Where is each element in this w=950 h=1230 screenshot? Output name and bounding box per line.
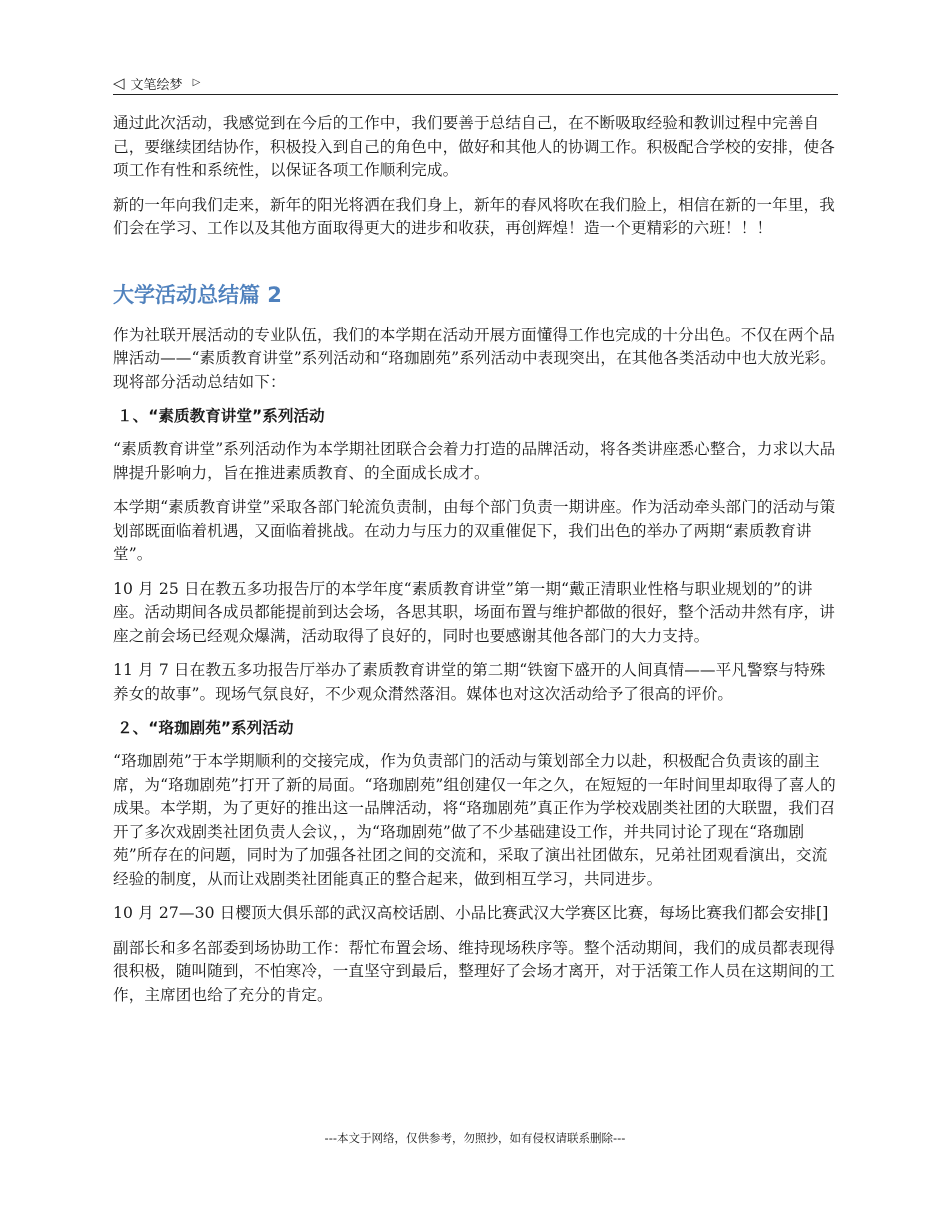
sub2-paragraph-3: 副部长和多名部委到场协助工作：帮忙布置会场、维持现场秩序等。整个活动期间，我们的成员都表现得很积极，随叫随到，不怕寒冷，一直坚守到最后，整理好了会场才离开，对于活策工作人员在这期间的工作，主席团也给了充分的肯定。: [113, 938, 835, 1004]
triangle-right-icon: ▷: [192, 77, 201, 88]
sub1-paragraph-1: “素质教育讲堂”系列活动作为本学期社团联合会着力打造的品牌活动，将各类讲座悉心整合，力求以大品牌提升影响力，旨在推进素质教育、的全面成长成才。: [113, 440, 836, 482]
sub1-paragraph-3: 10 月 25 日在教五多功报告厅的本学年度“素质教育讲堂”第一期“戴正清职业性格与职业规划的”的讲座。活动期间各成员都能提前到达会场，各思其职，场面布置与维护都做的很好，整个活动井然有序，讲座之前会场已经观众爆满，活动取得了良好的，同时也要感谢其他各部门的大力支持。: [113, 579, 835, 645]
section-heading: 大学活动总结篇 2: [113, 282, 282, 307]
sub1-paragraph-2: 本学期“素质教育讲堂”采取各部门轮流负责制，由每个部门负责一期讲座。作为活动牵头部门的活动与策划部既面临着机遇，又面临着挑战。在动力与压力的双重催促下，我们出色的举办了两期“素质教育讲堂”。: [113, 498, 836, 563]
page-header: [113, 72, 838, 95]
sub2-paragraph-2: 10 月 27—30 日樱顶大俱乐部的武汉高校话剧、小品比赛武汉大学赛区比赛，每场比赛我们都会安排[]: [113, 904, 829, 922]
sub1-paragraph-4: 11 月 7 日在教五多功报告厅举办了素质教育讲堂的第二期“铁窗下盛开的人间真情——平凡警察与特殊养女的故事”。现场气氛良好，不少观众潸然落泪。媒体也对这次活动给予了很高的评价。: [113, 661, 826, 703]
intro-paragraph-2: 新的一年向我们走来，新年的阳光将洒在我们身上，新年的春风将吹在我们脸上，相信在新的一年里，我们会在学习、工作以及其他方面取得更大的进步和收获，再创辉煌！造一个更精彩的六班！！！: [113, 195, 835, 237]
subheading-2: ２、“珞珈剧苑”系列活动: [117, 719, 294, 737]
section-intro-paragraph: 作为社联开展活动的专业队伍，我们的本学期在活动开展方面懂得工作也完成的十分出色。不仅在两个品牌活动——“素质教育讲堂”系列活动和“珞珈剧苑”系列活动中表现突出，在其他各类活动中也大放光彩。现将部分活动总结如下：: [113, 325, 836, 391]
triangle-left-icon: ◁: [113, 73, 125, 92]
sub2-paragraph-1: “珞珈剧苑”于本学期顺利的交接完成，作为负责部门的活动与策划部全力以赴，积极配合负责该的副主席，为“珞珈剧苑”打开了新的局面。“珞珈剧苑”组创建仅一年之久，在短短的一年时间里却取得了喜人的成果。本学期，为了更好的推出这一品牌活动，将“珞珈剧苑”真正作为学校戏剧类社团的大联盟，我们召开了多次戏剧类社团负责人会议，，为“珞珈剧苑”做了不少基础建设工作，并共同讨论了现在“珞珈剧苑”所存在的问题，同时为了加强各社团之间的交流和，采取了演出社团做东，兄弟社团观看演出，交流经验的制度，从而让戏剧类社团能真正的整合起来，做到相互学习，共同进步。: [113, 752, 836, 888]
page-footer: ---本文于网络，仅供参考，勿照抄，如有侵权请联系删除---: [324, 1131, 626, 1145]
subheading-1: １、“素质教育讲堂”系列活动: [117, 407, 325, 425]
document-body: [113, 112, 840, 1018]
intro-paragraph-1: 通过此次活动，我感觉到在今后的工作中，我们要善于总结自己，在不断吸取经验和教训过程中完善自己，要继续团结协作，积极投入到自己的角色中，做好和其他人的协调工作。积极配合学校的安排，使各项工作有性和系统性，以保证各项工作顺利完成。: [113, 114, 835, 179]
header-title: 文笔绘梦: [130, 77, 183, 93]
